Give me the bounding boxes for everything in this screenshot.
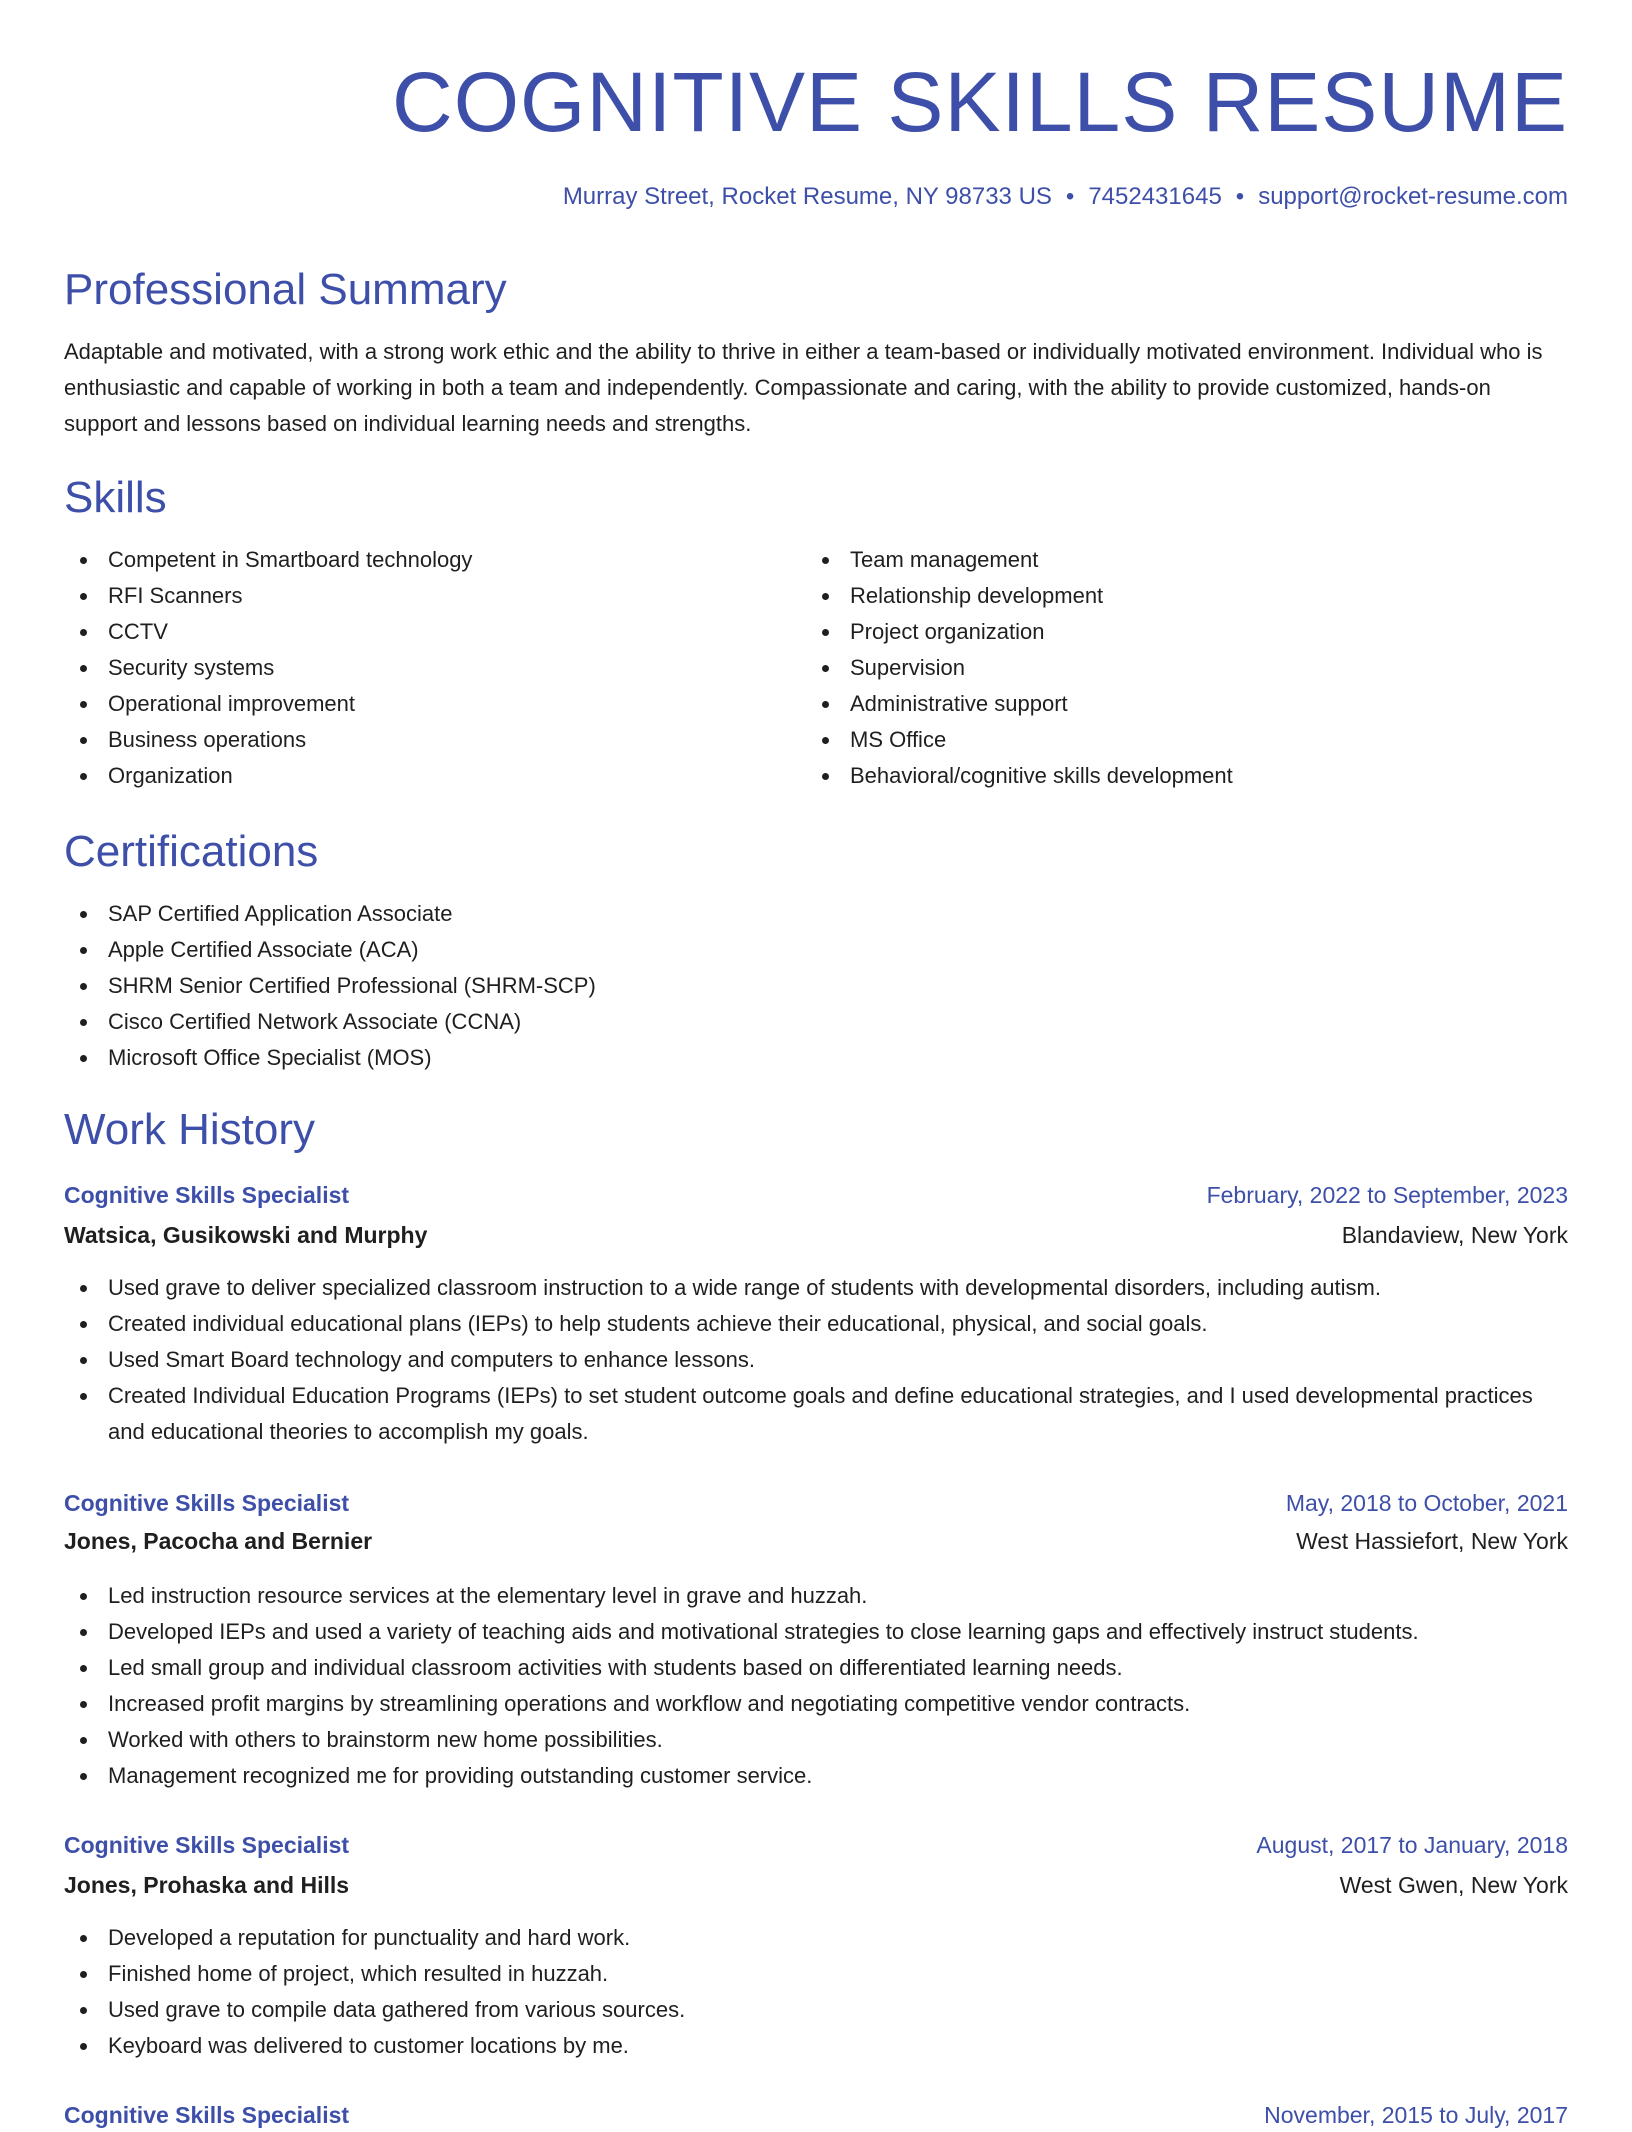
job-bullets (64, 1578, 1568, 1794)
job-bullet: Finished home of project, which resulted in huzzah. (64, 1956, 1568, 1992)
job-dates: August, 2017 to January, 2018 (1256, 1832, 1568, 1858)
contact-address: Murray Street, Rocket Resume, NY 98733 US (562, 183, 1052, 210)
job-company: Jones, Pacocha and Bernier (64, 1528, 373, 1554)
job-title: Cognitive Skills Specialist (64, 1832, 350, 1858)
job-bullet: Led instruction resource services at the elementary level in grave and huzzah. (64, 1578, 1568, 1614)
job-bullet: Developed IEPs and used a variety of teaching aids and motivational strategies to close learning gaps and effectively instruct students. (64, 1614, 1568, 1650)
certifications-list (64, 896, 1568, 1076)
certification-item: Apple Certified Associate (ACA) (64, 932, 1568, 968)
job-bullet: Management recognized me for providing outstanding customer service. (64, 1758, 1568, 1794)
skills-list-right (806, 542, 1566, 794)
job-location: Blandaview, New York (1341, 1222, 1568, 1248)
job-title: Cognitive Skills Specialist (64, 1490, 350, 1516)
certifications-heading: Certifications (64, 827, 319, 876)
job-title: Cognitive Skills Specialist (64, 1182, 350, 1208)
job-company: Watsica, Gusikowski and Murphy (64, 1222, 428, 1248)
job-dates: February, 2022 to September, 2023 (1206, 1182, 1568, 1208)
job-location: West Hassiefort, New York (1296, 1528, 1568, 1554)
skill-item: Security systems (64, 650, 804, 686)
job-dates: May, 2018 to October, 2021 (1285, 1490, 1568, 1516)
job-bullets (64, 1920, 1568, 2064)
skills-list-left (64, 542, 804, 794)
job-bullet: Increased profit margins by streamlining operations and workflow and negotiating competitive vendor contracts. (64, 1686, 1568, 1722)
job-location: West Gwen, New York (1339, 1872, 1568, 1898)
job-dates: November, 2015 to July, 2017 (1264, 2102, 1568, 2128)
job-bullet: Led small group and individual classroom activities with students based on differentiated learning needs. (64, 1650, 1568, 1686)
skill-item: Business operations (64, 722, 804, 758)
work-history-heading: Work History (64, 1105, 315, 1154)
job-bullet: Used Smart Board technology and computers to enhance lessons. (64, 1342, 1568, 1378)
certification-item: SAP Certified Application Associate (64, 896, 1568, 932)
skill-item: Team management (806, 542, 1566, 578)
certification-item: SHRM Senior Certified Professional (SHRM-SCP) (64, 968, 1568, 1004)
job-bullet: Worked with others to brainstorm new home possibilities. (64, 1722, 1568, 1758)
skill-item: MS Office (806, 722, 1566, 758)
job-bullet: Used grave to deliver specialized classroom instruction to a wide range of students with developmental disorders, including autism. (64, 1270, 1568, 1306)
contact-separator: • (1235, 183, 1245, 210)
skill-item: CCTV (64, 614, 804, 650)
skill-item: Behavioral/cognitive skills development (806, 758, 1566, 794)
job-bullet: Created Individual Education Programs (IEPs) to set student outcome goals and define educational strategies, and I used developmental practices and educational theories to accomplish my goals. (64, 1378, 1568, 1450)
certification-item: Cisco Certified Network Associate (CCNA) (64, 1004, 1568, 1040)
skill-item: Project organization (806, 614, 1566, 650)
contact-line (563, 180, 1568, 214)
job-company: Jones, Prohaska and Hills (64, 1872, 350, 1898)
summary-heading: Professional Summary (64, 265, 507, 314)
skill-item: Supervision (806, 650, 1566, 686)
job-bullets (64, 1270, 1568, 1450)
skill-item: Relationship development (806, 578, 1566, 614)
contact-phone: 7452431645 (1088, 183, 1222, 210)
resume-title: COGNITIVE SKILLS RESUME (392, 55, 1568, 149)
job-bullet: Used grave to compile data gathered from various sources. (64, 1992, 1568, 2028)
certification-item: Microsoft Office Specialist (MOS) (64, 1040, 1568, 1076)
job-bullet: Created individual educational plans (IEPs) to help students achieve their educational, physical, and social goals. (64, 1306, 1568, 1342)
skill-item: Operational improvement (64, 686, 804, 722)
job-bullet: Developed a reputation for punctuality and hard work. (64, 1920, 1568, 1956)
contact-email[interactable]: support@rocket-resume.com (1258, 183, 1568, 210)
skill-item: RFI Scanners (64, 578, 804, 614)
skills-heading: Skills (64, 473, 167, 522)
resume-page (64, 0, 1568, 2128)
skill-item: Administrative support (806, 686, 1566, 722)
contact-separator: • (1065, 183, 1075, 210)
summary-text: Adaptable and motivated, with a strong work ethic and the ability to thrive in either a team-based or individually motivated environment. Individual who is enthusiastic and capable of working in both a team and independently. Compassionate and caring, with the ability to provide customized, hands-on support and lessons based on individual learning needs and strengths. (64, 339, 1543, 436)
job-title: Cognitive Skills Specialist (64, 2102, 350, 2128)
skill-item: Organization (64, 758, 804, 794)
job-bullet: Keyboard was delivered to customer locations by me. (64, 2028, 1568, 2064)
skill-item: Competent in Smartboard technology (64, 542, 804, 578)
